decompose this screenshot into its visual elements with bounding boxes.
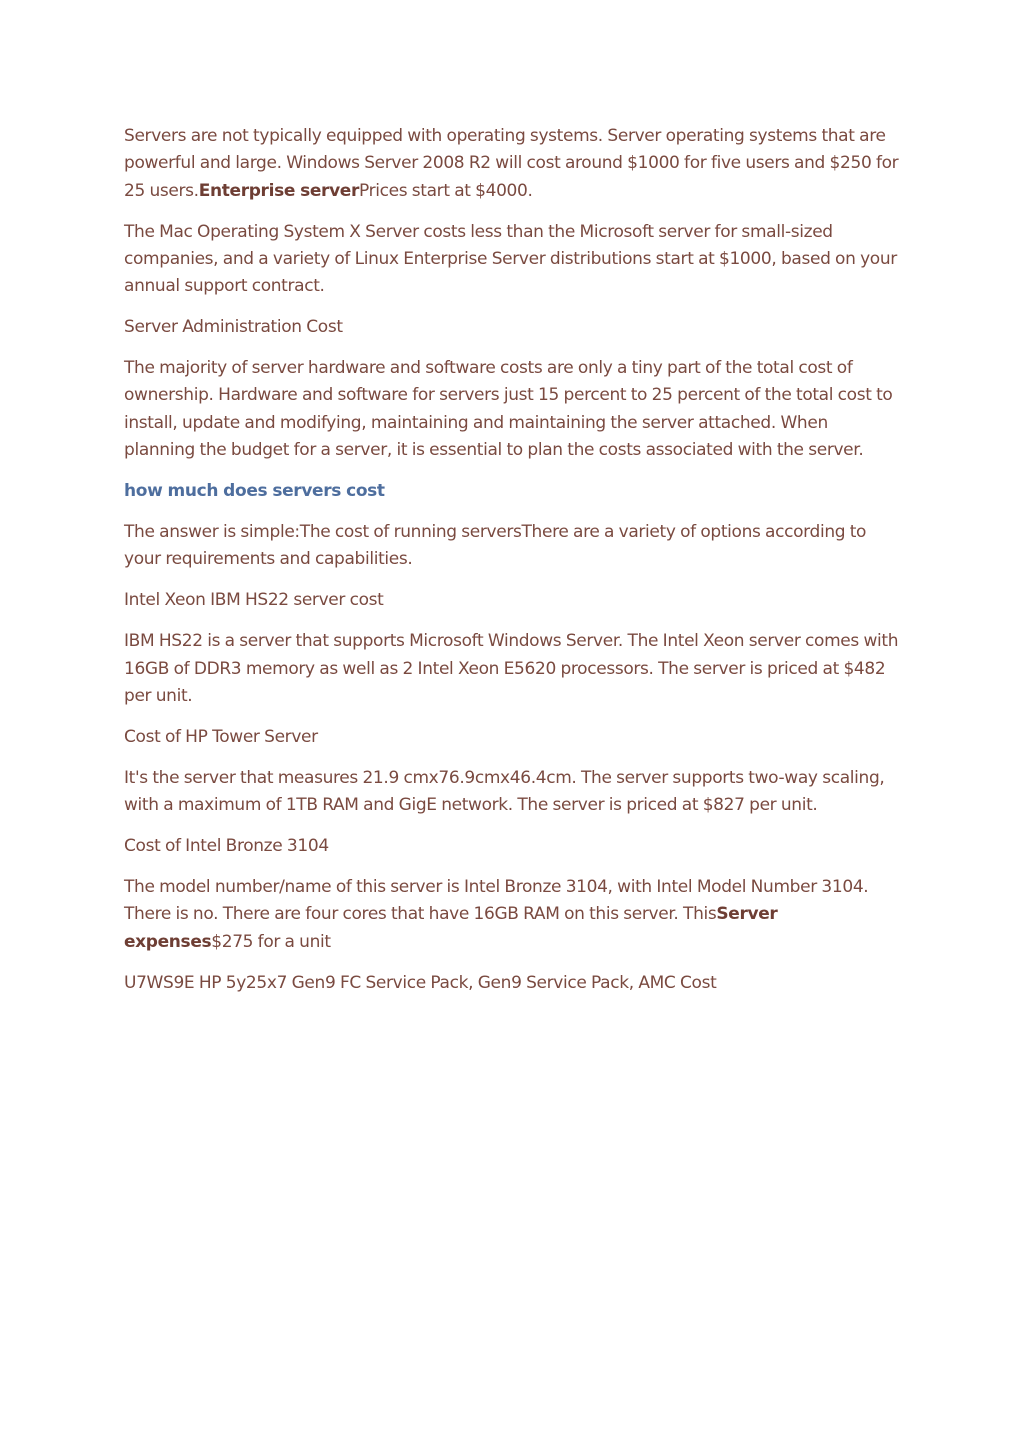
os-costs-text-end: Prices start at $4000. [359,180,533,201]
intel-bronze-text: The model number/name of this server is Intel Bronze 3104, with Intel Model Number 3104. There is no. There are four cores that have 16GB RAM on this server. This [124,877,869,925]
paragraph-answer: The answer is simple:The cost of running serversThere are a variety of options according to your requirements and capabilities. [124,522,867,570]
os-costs-text: Servers are not typically equipped with operating systems. Server operating systems that are powerful and large. Windows Server 2008 R2 will cost around $1000 for five users and $250 for 25 users. [124,126,899,201]
document-page [124,123,899,1011]
enterprise-server-bold: Enterprise server [198,180,360,201]
subheading-u7ws9e: U7WS9E HP 5y25x7 Gen9 FC Service Pack, Gen9 Service Pack, AMC Cost [124,972,717,993]
subheading-hp-tower: Cost of HP Tower Server [124,726,318,747]
subheading-ibm-hs22: Intel Xeon IBM HS22 server cost [124,590,384,611]
paragraph-ownership-cost: The majority of server hardware and software costs are only a tiny part of the total cost of ownership. Hardware and software for servers just 15 percent to 25 percent of the total cost to install, update and modifying, maintaining and maintaining the server attached. When planning the budget for a server, it is essential to plan the costs associated with the server. [124,358,893,461]
paragraph-intel-bronze [124,874,899,956]
intel-bronze-text-end: $275 for a unit [211,931,331,952]
server-expenses-bold: Server expenses [124,904,778,952]
paragraph-ibm-hs22: IBM HS22 is a server that supports Microsoft Windows Server. The Intel Xeon server comes with 16GB of DDR3 memory as well as 2 Intel Xeon E5620 processors. The server is priced at $482 per unit. [124,631,899,706]
paragraph-mac-linux: The Mac Operating System X Server costs less than the Microsoft server for small-sized companies, and a variety of Linux Enterprise Server distributions start at $1000, based on your annual support contract. [124,221,897,297]
subheading-intel-bronze: Cost of Intel Bronze 3104 [124,836,329,857]
paragraph-os-costs [124,123,899,205]
subheading-admin-cost: Server Administration Cost [124,317,343,338]
paragraph-hp-tower: It's the server that measures 21.9 cmx76.9cmx46.4cm. The server supports two-way scaling, with a maximum of 1TB RAM and GigE network. The server is priced at $827 per unit. [124,767,885,816]
section-heading-how-much: how much does servers cost [124,481,385,502]
